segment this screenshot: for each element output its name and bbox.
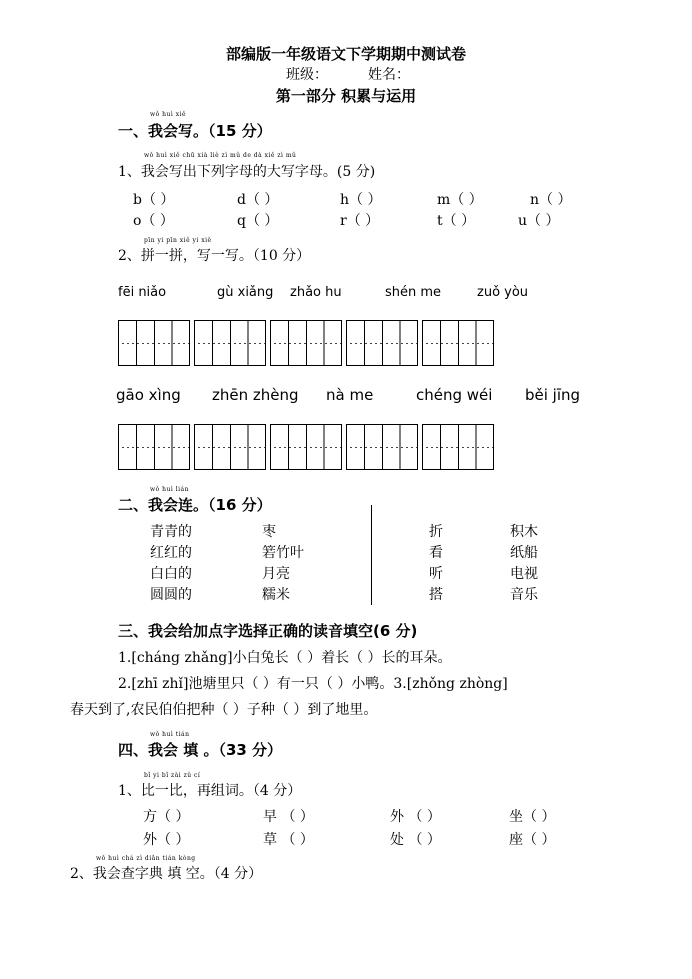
writing-cell[interactable] — [154, 425, 189, 469]
page-title: 部编版一年级语文下学期期中测试卷 — [225, 45, 466, 63]
match-right-2: 看 — [429, 545, 443, 561]
match-far-1: 积木 — [510, 524, 538, 540]
writing-cell[interactable] — [230, 425, 265, 469]
writing-cell[interactable] — [271, 321, 306, 365]
writing-box[interactable] — [118, 320, 190, 366]
letter-n: n（ ） — [530, 192, 572, 208]
letter-o: o（ ） — [133, 213, 174, 229]
writing-cell[interactable] — [458, 321, 493, 365]
writing-box[interactable] — [346, 320, 418, 366]
compare-6: 草 （ ） — [263, 832, 314, 848]
writing-box[interactable] — [270, 424, 342, 470]
match-far-3: 电视 — [510, 566, 538, 582]
match-mid-1: 枣 — [262, 524, 276, 540]
match-right-1: 折 — [429, 524, 443, 540]
letter-t: t（ ） — [437, 213, 476, 229]
section4-heading: 四、我会 填 。（33 分） — [118, 741, 283, 759]
compare-1: 方（ ） — [143, 809, 190, 825]
writing-cell[interactable] — [119, 321, 154, 365]
letter-u: u（ ） — [518, 213, 560, 229]
pinyin-name: nà me — [326, 386, 374, 404]
compare-2: 早 （ ） — [263, 809, 314, 825]
section3-line2: 2.[zhī zhǐ]池塘里只（ ）有一只（ ）小鸭。3.[zhǒng zhòng] — [118, 676, 508, 692]
pinyin-zuoyou: zuǒ yòu — [477, 285, 529, 300]
section4-q1-prompt: 1、比一比，再组词。（4 分） — [118, 783, 302, 799]
letter-q: q（ ） — [237, 213, 279, 229]
match-mid-4: 糯米 — [262, 587, 290, 603]
pinyin-beijing: běi jīng — [525, 386, 581, 404]
writing-cell[interactable] — [195, 425, 230, 469]
section4-pinyin: wǒ huì tián — [150, 731, 190, 738]
q2-prompt: 2、拼一拼，写一写。（10 分） — [118, 248, 311, 264]
writing-box[interactable] — [422, 320, 494, 366]
part-title: 第一部分 积累与运用 — [275, 87, 417, 105]
writing-box[interactable] — [194, 424, 266, 470]
match-far-4: 音乐 — [510, 587, 538, 603]
letter-m: m（ ） — [437, 192, 483, 208]
writing-cell[interactable] — [347, 321, 382, 365]
writing-box[interactable] — [118, 424, 190, 470]
section1-heading: 一、我会写。（15 分） — [118, 122, 272, 140]
writing-box[interactable] — [194, 320, 266, 366]
compare-8: 座（ ） — [509, 832, 556, 848]
pinyin-shenme: shén me — [385, 285, 442, 300]
section3-line1: 1.[cháng zhǎng]小白兔长（ ）着长（ ）长的耳朵。 — [118, 650, 452, 666]
match-mid-2: 箬竹叶 — [262, 545, 304, 561]
column-divider — [371, 505, 372, 605]
section3-heading: 三、我会给加点字选择正确的读音填空(6 分) — [118, 622, 418, 640]
pinyin-feiniao: fēi niǎo — [118, 285, 167, 300]
writing-cell[interactable] — [119, 425, 154, 469]
letter-r: r（ ） — [340, 213, 380, 229]
q1-prompt: 1、我会写出下列字母的大写字母。(5 分) — [118, 164, 376, 180]
writing-grid-row2 — [118, 424, 498, 470]
match-left-3: 白白的 — [150, 566, 192, 582]
writing-cell[interactable] — [382, 425, 417, 469]
writing-grid-row1 — [118, 320, 498, 366]
section1-pinyin: wǒ huì xiě — [150, 111, 187, 118]
section2-pinyin: wǒ huì lián — [150, 486, 189, 493]
pinyin-zhaohu: zhǎo hu — [290, 285, 342, 300]
writing-cell[interactable] — [154, 321, 189, 365]
writing-box[interactable] — [346, 424, 418, 470]
pinyin-gaoxing: gāo xìng — [116, 386, 181, 404]
match-right-4: 搭 — [429, 587, 443, 603]
pinyin-guxiang: gù xiǎng — [217, 285, 274, 300]
writing-cell[interactable] — [230, 321, 265, 365]
letter-b: b（ ） — [133, 192, 175, 208]
section3-line3: 春天到了,农民伯伯把种（ ）子种（ ）到了地里。 — [70, 702, 378, 718]
section4-q2-prompt: 2、我会查字典 填 空。（4 分） — [70, 866, 263, 882]
class-label: 班级： — [286, 67, 328, 83]
writing-cell[interactable] — [195, 321, 230, 365]
compare-3: 外 （ ） — [390, 809, 441, 825]
match-far-2: 纸船 — [510, 545, 538, 561]
letter-d: d（ ） — [237, 192, 279, 208]
match-left-1: 青青的 — [150, 524, 192, 540]
writing-cell[interactable] — [382, 321, 417, 365]
match-left-2: 红红的 — [150, 545, 192, 561]
writing-cell[interactable] — [306, 425, 341, 469]
writing-cell[interactable] — [271, 425, 306, 469]
compare-7: 处 （ ） — [390, 832, 441, 848]
q2-pinyin: pīn yi pīn xiě yi xiě — [144, 237, 212, 244]
pinyin-chengwei: chéng wéi — [416, 386, 493, 404]
letter-h: h（ ） — [340, 192, 382, 208]
match-mid-3: 月亮 — [262, 566, 290, 582]
compare-4: 坐（ ） — [509, 809, 556, 825]
writing-cell[interactable] — [306, 321, 341, 365]
section4-q2-pinyin: wǒ huì chá zì diǎn tián kòng — [96, 855, 196, 862]
writing-box[interactable] — [422, 424, 494, 470]
q1-pinyin: wǒ huì xiě chū xià liè zì mǔ de dà xiě zì mǔ — [144, 152, 297, 159]
section2-heading: 二、我会连。（16 分） — [118, 496, 272, 514]
compare-5: 外（ ） — [143, 832, 190, 848]
writing-cell[interactable] — [423, 425, 458, 469]
section4-q1-pinyin: bǐ yi bǐ zài zǔ cí — [144, 772, 201, 779]
match-right-3: 听 — [429, 566, 443, 582]
writing-cell[interactable] — [458, 425, 493, 469]
pinyin-zhenzheng: zhēn zhèng — [212, 386, 299, 404]
writing-cell[interactable] — [347, 425, 382, 469]
writing-box[interactable] — [270, 320, 342, 366]
writing-cell[interactable] — [423, 321, 458, 365]
name-label: 姓名： — [368, 67, 410, 83]
match-left-4: 圆圆的 — [150, 587, 192, 603]
